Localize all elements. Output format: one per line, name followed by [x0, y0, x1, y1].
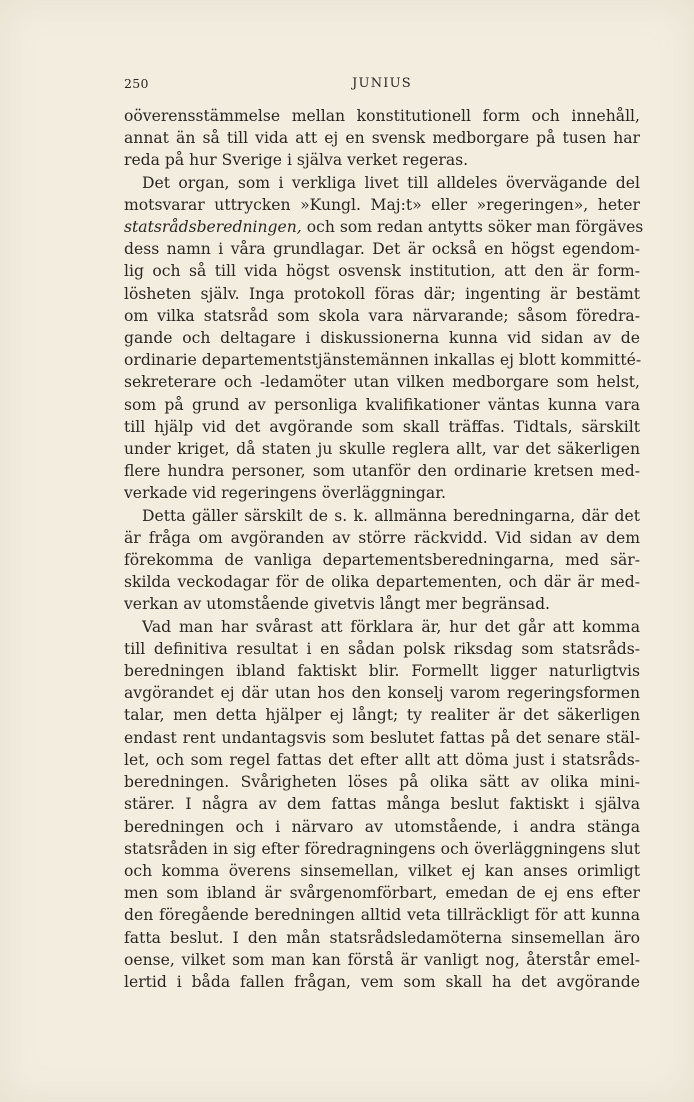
text-line: skilda veckodagar för de olika departementen, och där är med-	[124, 573, 640, 592]
text-line: beredningen. Svårigheten löses på olika sätt av olika mini-	[124, 773, 640, 792]
text-line: dess namn i våra grundlagar. Det är också en högst egendom-	[124, 240, 640, 259]
text-line: oöverensstämmelse mellan konstitutionell form och innehåll,	[124, 107, 640, 125]
text-line: avgörandet ej där utan hos den konselj varom regeringsformen	[124, 684, 640, 703]
text-line: den föregående beredningen alltid veta tillräckligt för att kunna	[124, 906, 640, 925]
text-line: flere hundra personer, som utanför den ordinarie kretsen med-	[124, 462, 640, 481]
text-line: verkade vid regeringens överläggningar.	[124, 484, 446, 503]
text-line: gande och deltagare i diskussionerna kunna vid sidan av de	[124, 329, 640, 348]
text-line: annat än så till vida att ej en svensk medborgare på tusen har	[124, 129, 640, 148]
text-line: Detta gäller särskilt de s. k. allmänna beredningarna, där det	[142, 506, 640, 525]
running-head: JUNIUS	[352, 76, 412, 91]
text-line: under kriget, då staten ju skulle reglera allt, var det säkerligen	[124, 440, 640, 459]
text-line: som på grund av personliga kvalifikationer väntas kunna vara	[124, 395, 640, 414]
body-text	[124, 105, 644, 993]
text-line: lertid i båda fallen frågan, vem som skall ha det avgörande	[124, 972, 640, 991]
text-line: motsvarar uttrycken »Kungl. Maj:t» eller »regeringen», heter	[124, 195, 640, 214]
text-line: lösheten själv. Inga protokoll föras där; ingenting är bestämt	[124, 284, 640, 303]
text-line: oense, vilket som man kan förstå är vanligt nog, återstår emel-	[124, 950, 640, 969]
text-line: talar, men detta hjälper ej långt; ty realiter är det säkerligen	[124, 706, 640, 725]
text-line: men som ibland är svårgenomförbart, emedan de ej ens efter	[124, 884, 640, 903]
text-line: till hjälp vid det avgörande som skall träffas. Tidtals, särskilt	[124, 417, 640, 436]
text-line: let, och som regel fattas det efter allt att döma just i statsråds-	[124, 750, 640, 769]
text-line: fatta beslut. I den mån statsrådsledamöterna sinsemellan äro	[124, 928, 640, 947]
text-line	[124, 216, 644, 238]
text-line: förekomma de vanliga departementsberedningarna, med sär-	[124, 551, 640, 570]
page-header	[124, 76, 640, 98]
text-line: sekreterare och -ledamöter utan vilken medborgare som helst,	[124, 373, 640, 392]
italic-term: statsrådsberedningen,	[124, 218, 302, 237]
text-line: statsråden in sig efter föredragningens och överläggningens slut	[124, 839, 640, 858]
text-line: och komma överens sinsemellan, vilket ej kan anses orimligt	[124, 861, 640, 880]
text-line: lig och så till vida högst osvensk institution, att den är form-	[124, 262, 640, 281]
text-line: om vilka statsråd som skola vara närvarande; såsom föredra-	[124, 306, 640, 325]
text-line: Vad man har svårast att förklara är, hur det går att komma	[142, 617, 640, 636]
text-line: beredningen ibland faktiskt blir. Formellt ligger naturligtvis	[124, 662, 640, 681]
text-line: endast rent undantagsvis som beslutet fattas på det senare stäl-	[124, 728, 640, 747]
text-line: ordinarie departementstjänstemännen inkallas ej blott kommitté-	[124, 351, 642, 370]
text-line: verkan av utomstående givetvis långt mer begränsad.	[124, 595, 551, 614]
text-line: till definitiva resultat i en sådan polsk riksdag som statsråds-	[124, 639, 640, 658]
page-number: 250	[124, 76, 149, 91]
text-line: är fråga om avgöranden av större räckvidd. Vid sidan av dem	[124, 528, 640, 547]
text-line: reda på hur Sverige i själva verket regeras.	[124, 151, 469, 170]
text-run: och som redan antytts söker man förgäves	[301, 218, 644, 237]
text-line: beredningen och i närvaro av utomstående, i andra stänga	[124, 817, 640, 836]
text-line: Det organ, som i verkliga livet till alldeles övervägande del	[142, 173, 640, 192]
text-line: stärer. I några av dem fattas många beslut faktiskt i själva	[124, 795, 640, 814]
